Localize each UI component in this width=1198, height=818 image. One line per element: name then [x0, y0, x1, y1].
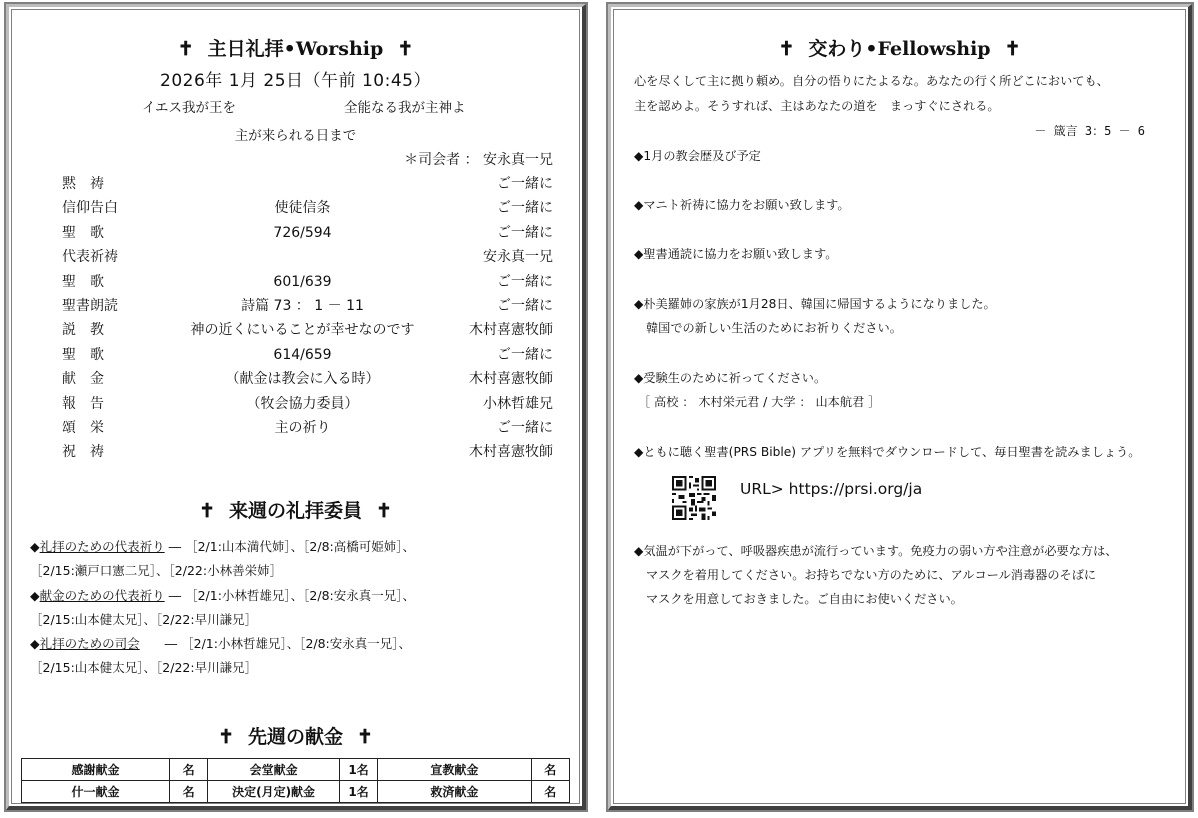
offering-type: 感謝献金	[22, 759, 170, 781]
order-item: 黙 祷	[62, 176, 104, 192]
notice-health: ◆気温が下がって、呼吸器疾患が流行っています。免疫力の弱い方や注意が必要な方は、	[634, 544, 1118, 558]
call-to-worship-2: 主が来られる日まで	[234, 128, 357, 144]
committee-role: 礼拝のための代表祈り	[39, 539, 165, 554]
notice-family-return-2: 韓国での新しい生活のためにお祈りください。	[646, 321, 902, 335]
offering-table	[21, 758, 570, 803]
call-to-worship-1b: 全能なる我が主神よ	[344, 100, 466, 116]
order-detail: 詩篇 73 ： 1 － 11	[241, 297, 364, 314]
offering-count: 名	[531, 759, 569, 781]
offering-row	[22, 781, 570, 803]
order-item: 代表祈祷	[62, 249, 118, 266]
service-date: 2026年 1月 25日（午前 10:45）	[160, 71, 431, 91]
cross-icon: ✝	[1004, 38, 1021, 60]
offering-count: 名	[169, 759, 207, 781]
order-item: 聖 歌	[62, 224, 104, 241]
fellowship-title	[614, 34, 1185, 61]
offering-count: 名	[531, 781, 569, 803]
order-item: 祝 祷	[62, 444, 104, 461]
committee-names: ― ［2/1:小林哲雄兄］、［2/8:安永真一兄］、	[139, 636, 412, 652]
cross-icon: ✝	[177, 38, 194, 60]
order-detail: 使徒信条	[274, 200, 331, 217]
committee-list	[30, 535, 569, 681]
notice-prs-bible: ◆ともに聴く聖書(PRS Bible) アプリを無料でダウンロードして、毎日聖書を読みましょう。	[634, 445, 1141, 459]
order-item: 聖 歌	[62, 273, 104, 290]
cross-icon: ✝	[376, 500, 392, 522]
committee-names-cont: ［2/15:瀬戸口憲二兄］、［2/22:小林善栄姉］	[30, 563, 283, 579]
committee-names-cont: ［2/15:山本健太兄］、［2/22:早川謙兄］	[30, 611, 258, 627]
order-leader: ご一緒に	[497, 224, 553, 241]
order-row	[62, 367, 553, 391]
notice-students-names: ［ 高校 ： 木村栄元君 / 大学 ： 山本航君 ］	[638, 395, 881, 409]
offering-type: 会堂献金	[208, 759, 340, 781]
offering-count: 1名	[339, 781, 377, 803]
order-leader: ご一緒に	[497, 419, 553, 436]
order-detail: 601/639	[273, 273, 332, 290]
qr-code-icon	[672, 476, 716, 520]
order-item: 説 教	[62, 322, 104, 339]
order-detail: 614/659	[273, 346, 332, 363]
order-item: 献 金	[62, 371, 104, 388]
worship-title	[12, 34, 579, 61]
order-leader: 安永真一兄	[483, 249, 553, 266]
committee-line	[30, 632, 569, 656]
order-of-service	[62, 172, 553, 465]
fellowship-panel-inner	[613, 9, 1186, 804]
order-detail: （献金は教会に入る時）	[225, 371, 380, 388]
verse-reference: － 箴言 3：5 － 6	[1034, 124, 1145, 138]
order-item: 信仰告白	[62, 200, 118, 217]
order-item: 報 告	[62, 395, 104, 412]
order-row	[62, 172, 553, 196]
committee-names: ― ［2/1:山本満代姉］、［2/8:高橋可姫姉］、	[164, 539, 415, 554]
order-detail: 726/594	[273, 224, 332, 241]
committee-names: ― ［2/1:小林哲雄兄］、［2/8:安永真一兄］、	[164, 587, 415, 603]
worship-panel	[6, 4, 586, 810]
notice-health-2: マスクを着用してください。お持ちでない方のために、アルコール消毒器のそばに	[646, 568, 1097, 582]
notice-students: ◆受験生のために祈ってください。	[634, 371, 827, 385]
cross-icon: ✝	[218, 726, 234, 748]
order-detail: 主の祈り	[274, 419, 331, 436]
order-leader: 小林哲雄兄	[483, 395, 553, 412]
order-leader: 木村喜憲牧師	[469, 371, 553, 388]
prs-url[interactable]: URL> https://prsi.org/ja	[740, 480, 923, 498]
diamond-icon: ◆	[30, 539, 40, 554]
notice-calendar: ◆1月の教会歴及び予定	[634, 149, 761, 163]
offering-row	[22, 759, 570, 781]
offering-count: 名	[169, 781, 207, 803]
committee-line	[30, 535, 569, 559]
verse-line-2: 主を認めよ。そうすれば、主はあなたの道を まっすぐにされる。	[634, 99, 1000, 113]
committee-names-cont: ［2/15:山本健太兄］、［2/22:早川謙兄］	[30, 660, 258, 676]
order-row	[62, 294, 553, 318]
committee-role: 献金のための代表祈り	[39, 587, 165, 603]
offering-type: 決定(月定)献金	[208, 781, 340, 803]
order-item: 頌 栄	[62, 419, 104, 436]
worship-title-text: 主日礼拝•Worship	[207, 38, 384, 60]
order-row	[62, 343, 553, 367]
order-row	[62, 221, 553, 245]
worship-panel-inner	[11, 9, 580, 804]
order-leader: ご一緒に	[497, 200, 553, 217]
call-to-worship-1a: イエス我が王を	[142, 100, 236, 116]
presider: ＊司会者 ： 安永真一兄	[404, 152, 553, 168]
notice-manito: ◆マニト祈祷に協力をお願い致します。	[634, 198, 850, 212]
order-item: 聖書朗読	[62, 297, 118, 314]
offering-type: 救済献金	[378, 781, 531, 803]
order-row	[62, 440, 553, 464]
order-row	[62, 270, 553, 294]
order-row	[62, 318, 553, 342]
committee-line	[30, 584, 569, 608]
cross-icon: ✝	[199, 500, 215, 522]
order-leader: ご一緒に	[497, 346, 553, 363]
order-leader: ご一緒に	[497, 176, 553, 192]
notice-family-return: ◆朴美羅姉の家族が1月28日、韓国に帰国するようになりました。	[634, 297, 996, 311]
order-detail: 神の近くにいることが幸せなのです	[190, 322, 415, 339]
order-leader: ご一緒に	[497, 273, 553, 290]
offering-type: 什一献金	[22, 781, 170, 803]
cross-icon: ✝	[778, 38, 795, 60]
diamond-icon: ◆	[30, 587, 40, 603]
diamond-icon: ◆	[30, 636, 40, 652]
order-row	[62, 392, 553, 416]
offering-title-text: 先週の献金	[247, 726, 343, 748]
order-leader: ご一緒に	[497, 297, 553, 314]
offering-count: 1名	[339, 759, 377, 781]
fellowship-title-text: 交わり•Fellowship	[808, 38, 991, 60]
order-row	[62, 416, 553, 440]
offering-title	[12, 722, 579, 749]
order-row	[62, 245, 553, 269]
order-row	[62, 196, 553, 220]
committee-role: 礼拝のための司会	[39, 636, 140, 652]
committee-title-text: 来週の礼拝委員	[228, 500, 362, 522]
order-leader: 木村喜憲牧師	[469, 322, 553, 339]
order-detail: （牧会協力委員）	[246, 395, 359, 412]
verse-line-1: 心を尽くして主に拠り頼め。自分の悟りにたよるな。あなたの行く所どこにおいても、	[634, 74, 1109, 88]
offering-type: 宣教献金	[378, 759, 531, 781]
notice-bible-reading: ◆聖書通読に協力をお願い致します。	[634, 247, 838, 261]
cross-icon: ✝	[397, 38, 414, 60]
fellowship-panel	[608, 4, 1192, 810]
notice-health-3: マスクを用意しておきました。ご自由にお使いください。	[646, 592, 963, 606]
order-item: 聖 歌	[62, 346, 104, 363]
order-leader: 木村喜憲牧師	[469, 444, 553, 461]
committee-title	[12, 496, 579, 523]
cross-icon: ✝	[357, 726, 373, 748]
